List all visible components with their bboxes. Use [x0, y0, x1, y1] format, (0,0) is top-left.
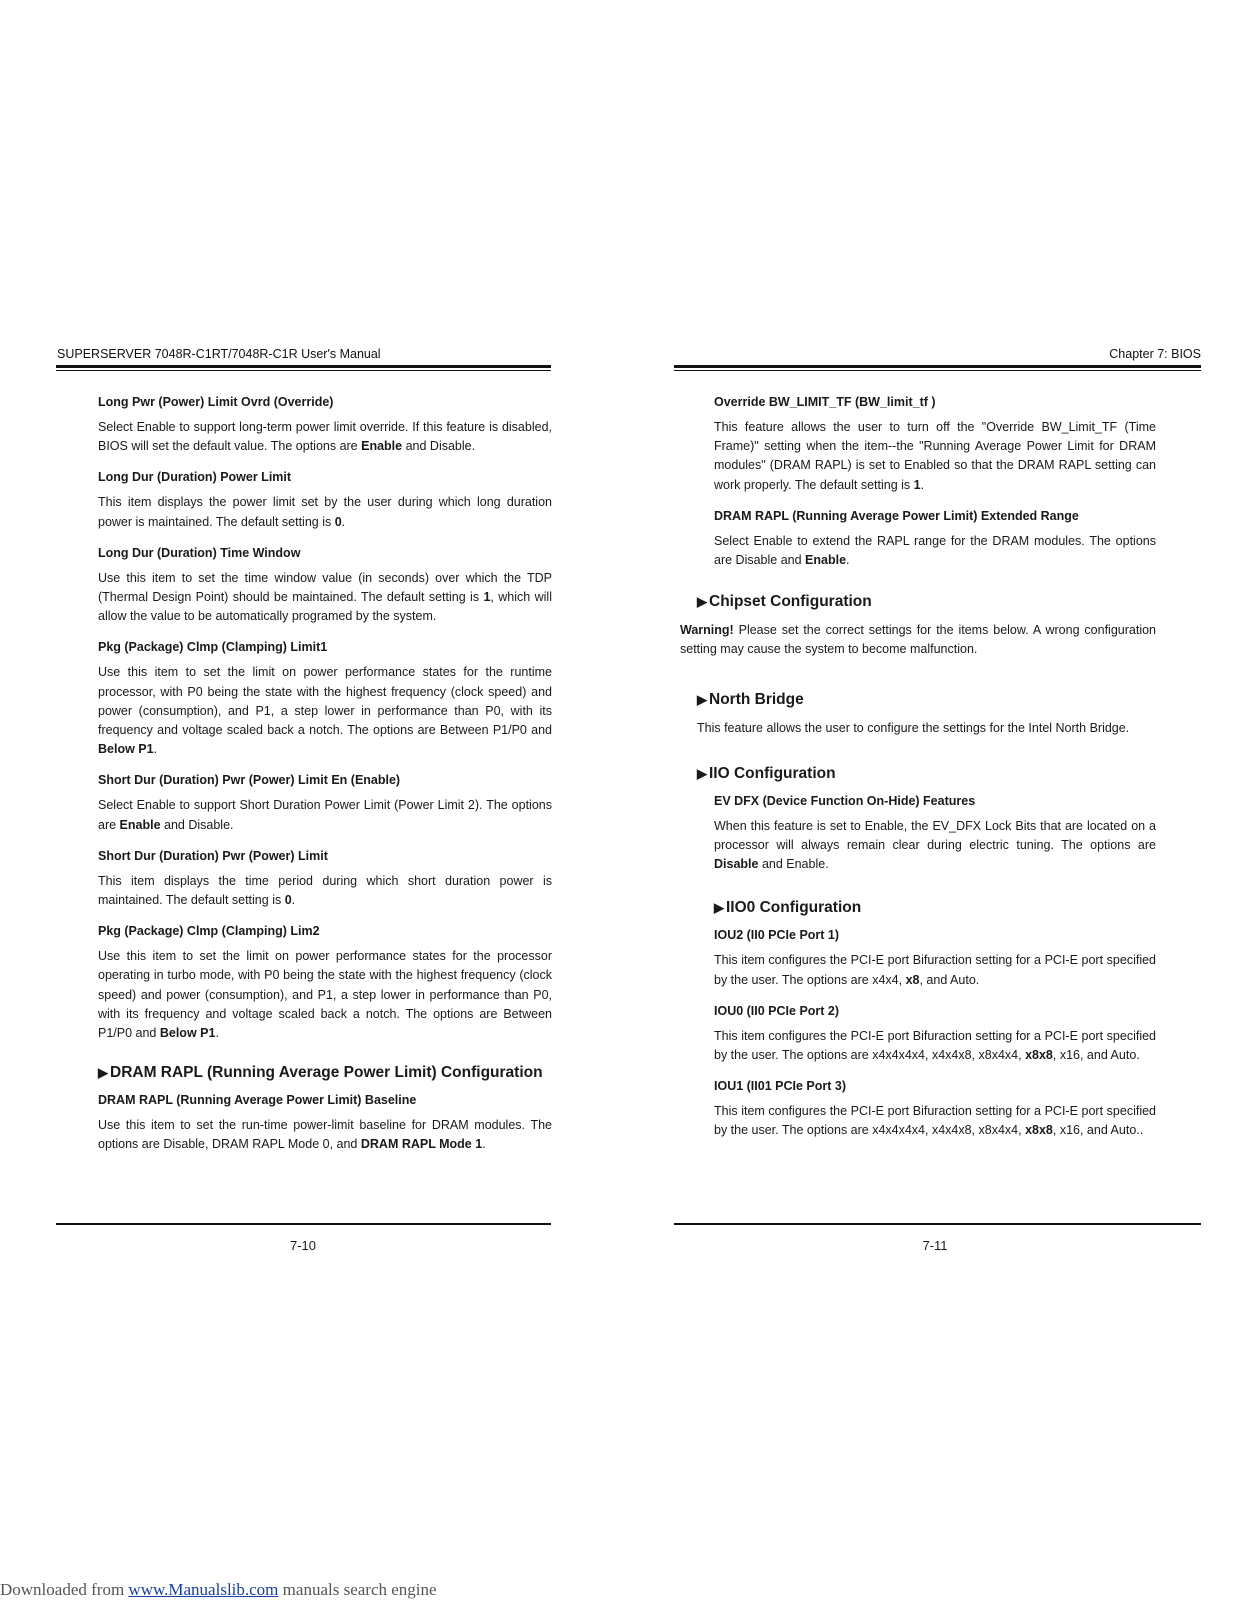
running-header: SUPERSERVER 7048R-C1RT/7048R-C1R User's Manual: [57, 347, 381, 361]
item-desc: This item displays the power limit set by the user during which long duration power is maintained. The default setting is 0.: [98, 495, 552, 529]
bios-item: [98, 545, 552, 627]
item-title: IOU0 (II0 PCIe Port 2): [714, 1003, 840, 1018]
running-header: Chapter 7: BIOS: [1109, 347, 1201, 361]
item-desc: This feature allows the user to turn off the "Override BW_Limit_TF (Time Frame)" setting when the item--the "Running Average Power Limit for DRAM modules" (DRAM RAPL) is set to Enabled so that the DRAM RAPL setting can work properly. The default setting is 1.: [714, 420, 1156, 492]
item-title: Pkg (Package) Clmp (Clamping) Lim2: [98, 924, 320, 939]
bios-item: [98, 772, 552, 834]
north-bridge-desc: This feature allows the user to configure the settings for the Intel North Bridge.: [697, 720, 1130, 735]
bios-item: [98, 848, 552, 910]
footer-prefix: Downloaded from: [0, 1580, 129, 1599]
triangle-right-icon: ▶: [697, 691, 707, 707]
bios-item: [714, 1078, 1156, 1140]
warning-paragraph: Warning! Please set the correct settings for the items below. A wrong configuration setting may cause the system to become malfunction.: [680, 623, 1156, 657]
footer-rule: [56, 1223, 551, 1225]
item-desc: This item configures the PCI-E port Bifuraction setting for a PCI-E port specified by the user. The options are x4x4x4x4, x4x4x8, x8x4x4, x8x8, x16, and Auto..: [714, 1104, 1156, 1138]
item-title: Pkg (Package) Clmp (Clamping) Limit1: [98, 640, 328, 655]
manualslib-link[interactable]: www.Manualslib.com: [128, 1580, 279, 1599]
download-footer: [0, 1580, 437, 1600]
bios-item: [98, 469, 552, 531]
triangle-right-icon: ▶: [98, 1065, 108, 1081]
item-title: Long Dur (Duration) Time Window: [98, 545, 301, 560]
item-desc: Use this item to set the time window value (in seconds) over which the TDP (Thermal Design Point) should be maintained. The default setting is 1, which will allow the value to be automatically programed by the system.: [98, 570, 552, 624]
item-desc: Use this item to set the limit on power performance states for the runtime processor, with P0 being the state with the highest frequency (clock speed) and power (consumption), and P1, a step lower in performance than P0, with its frequency and voltage scaled back a notch. The options are Between P1/P0 and Below P1.: [98, 665, 552, 757]
triangle-right-icon: ▶: [697, 594, 707, 610]
item-desc: This item configures the PCI-E port Bifuraction setting for a PCI-E port specified by the user. The options are x4x4, x8, and Auto.: [714, 953, 1156, 987]
item-desc: Use this item to set the limit on power performance states for the processor operating in turbo mode, with P0 being the state with the highest frequency (clock speed) and power (consumption), and P1, a step lower in performance than P0, with its frequency and voltage scaled back a notch. The options are Between P1/P0 and Below P1.: [98, 949, 552, 1041]
left-content: [98, 394, 552, 1168]
item-desc: Use this item to set the run-time power-limit baseline for DRAM modules. The options are Disable, DRAM RAPL Mode 0, and DRAM RAPL Mode 1.: [98, 1118, 552, 1152]
item-desc: This item displays the time period during which short duration power is maintained. The default setting is 0.: [98, 873, 552, 908]
page-number: 7-10: [289, 1238, 317, 1253]
item-title: DRAM RAPL (Running Average Power Limit) Baseline: [98, 1093, 417, 1108]
bios-item: [98, 639, 552, 759]
item-title: IOU1 (II01 PCIe Port 3): [714, 1079, 846, 1094]
footer-suffix: manuals search engine: [278, 1580, 437, 1599]
item-desc: Select Enable to support long-term power limit override. If this feature is disabled, BIOS will set the default value. The options are Enable and Disable.: [98, 420, 552, 454]
item-desc: Select Enable to support Short Duration Power Limit (Power Limit 2). The options are Enable and Disable.: [98, 798, 552, 832]
bios-item: [714, 793, 1156, 875]
section-title-dram-rapl: ▶ DRAM RAPL (Running Average Power Limit) Configuration: [98, 1064, 543, 1082]
bios-item: [714, 508, 1156, 570]
item-title: DRAM RAPL (Running Average Power Limit) Extended Range: [714, 508, 1079, 523]
item-title: Override BW_LIMIT_TF (BW_limit_tf ): [714, 395, 936, 409]
item-desc: When this feature is set to Enable, the EV_DFX Lock Bits that are located on a processor will always remain clear during electric tuning. The options are Disable and Enable.: [714, 818, 1156, 872]
right-content: [680, 394, 1156, 1154]
item-title: EV DFX (Device Function On-Hide) Features: [714, 793, 976, 808]
header-rule: [56, 365, 551, 368]
bios-item: [714, 394, 1156, 495]
right-page: [618, 0, 1237, 1600]
item-title: Long Pwr (Power) Limit Ovrd (Override): [98, 395, 334, 409]
page-number: 7-11: [922, 1238, 948, 1253]
footer-rule: [674, 1223, 1201, 1225]
section-title-iio0: ▶ IIO0 Configuration: [714, 899, 862, 917]
bios-item: [714, 1003, 1156, 1065]
item-title: Short Dur (Duration) Pwr (Power) Limit: [98, 848, 328, 863]
header-rule: [674, 365, 1201, 368]
triangle-right-icon: ▶: [697, 765, 707, 781]
section-title-chipset: ▶ Chipset Configuration: [697, 593, 872, 611]
triangle-right-icon: ▶: [714, 900, 724, 916]
item-desc: Select Enable to extend the RAPL range for the DRAM modules. The options are Disable and Enable.: [714, 533, 1156, 568]
item-desc: This item configures the PCI-E port Bifuraction setting for a PCI-E port specified by the user. The options are x4x4x4x4, x4x4x8, x8x4x4, x8x8, x16, and Auto.: [714, 1028, 1156, 1063]
bios-item: [98, 1092, 552, 1154]
section-title-north-bridge: ▶ North Bridge: [697, 690, 804, 708]
bios-item: [98, 923, 552, 1043]
section-title-iio: ▶ IIO Configuration: [697, 764, 836, 782]
item-title: Short Dur (Duration) Pwr (Power) Limit En (Enable): [98, 773, 401, 788]
bios-item: [714, 927, 1156, 989]
left-page: [0, 0, 618, 1600]
bios-item: [98, 394, 552, 456]
item-title: IOU2 (II0 PCIe Port 1): [714, 928, 840, 943]
item-title: Long Dur (Duration) Power Limit: [98, 470, 292, 485]
